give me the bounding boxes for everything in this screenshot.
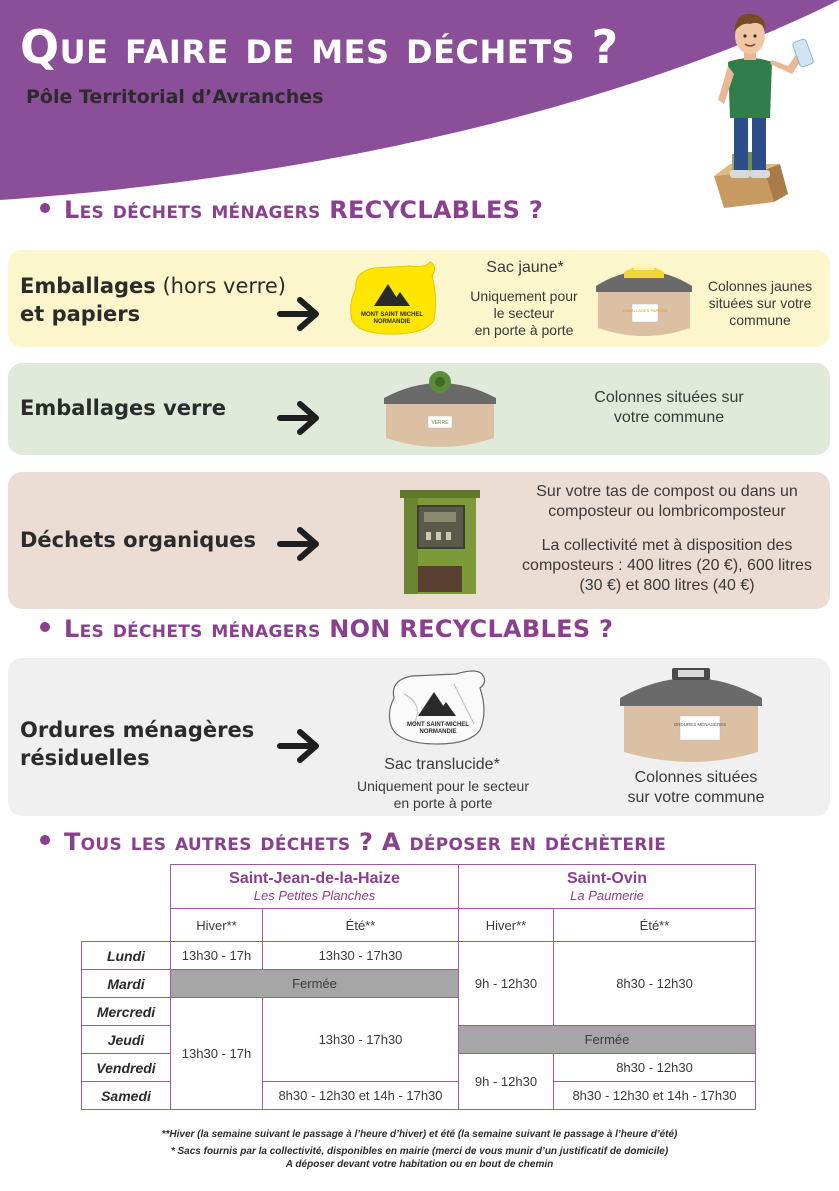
season-ete: Été** <box>263 909 459 942</box>
bag-title-yellow: Sac jaune* <box>486 259 564 276</box>
hours-cell: 8h30 - 12h30 et 14h - 17h30 <box>554 1082 756 1110</box>
arrow-right-icon <box>276 726 324 766</box>
section-heading-recyclables: Les déchets ménagers RECYCLABLES ? <box>40 196 543 224</box>
translucent-bag-icon <box>384 664 492 748</box>
arrow-right-icon <box>276 294 324 334</box>
season-ete: Été** <box>554 909 756 942</box>
day-mardi: Mardi <box>82 970 171 998</box>
hours-cell: 8h30 - 12h30 et 14h - 17h30 <box>263 1082 459 1110</box>
glass-column-bin-icon <box>380 368 500 452</box>
page-subtitle: Pôle Territorial d’Avranches <box>26 86 324 108</box>
label-ordures: Ordures ménagères résiduelles <box>20 718 255 770</box>
closed-cell: Fermée <box>171 970 459 998</box>
verre-desc: Colonnes situées sur votre commune <box>594 389 744 426</box>
footnote-bags: * Sacs fournis par la collectivité, disponibles en mairie (merci de vous munir d’un justificatif de domicile) <box>170 1146 669 1157</box>
hours-cell: 13h30 - 17h <box>171 998 263 1110</box>
day-jeudi: Jeudi <box>82 1026 171 1054</box>
bin-tag-text: EMBALLAGES PAPIERS <box>622 308 668 313</box>
footnote-seasons: **Hiver (la semaine suivant le passage à l’heure d’hiver) et été (la semaine suivant le passage à l’heure d’été) <box>161 1129 678 1140</box>
bag-title-translucent: Sac translucide* <box>384 756 500 773</box>
table-corner <box>82 909 171 942</box>
hours-cell: 9h - 12h30 <box>459 1054 554 1110</box>
site-location: Les Petites Planches <box>253 888 376 903</box>
season-hiver: Hiver** <box>171 909 263 942</box>
hours-cell: 13h30 - 17h30 <box>263 942 459 970</box>
hours-cell: 13h30 - 17h <box>171 942 263 970</box>
composter-icon <box>398 488 482 596</box>
section-heading-decheterie: Tous les autres déchets ? A déposer en déchèterie <box>40 828 666 856</box>
day-mercredi: Mercredi <box>82 998 171 1026</box>
yellow-bag-icon <box>346 258 440 338</box>
organiques-text: composteurs : 400 litres (20 €), 600 litres <box>522 557 812 574</box>
label-verre: Emballages verre <box>20 396 226 420</box>
bag-logo-text: NORMANDIE <box>373 319 411 325</box>
day-lundi: Lundi <box>82 942 171 970</box>
closed-cell: Fermée <box>459 1026 756 1054</box>
bullet-icon <box>40 203 50 213</box>
footnote-deposit: A déposer devant votre habitation ou en bout de chemin <box>285 1159 554 1170</box>
organiques-text: (30 €) et 800 litres (40 €) <box>579 577 755 594</box>
bullet-icon <box>40 622 50 632</box>
bin-desc-yellow: Colonnes jaunes situées sur votre commune <box>707 278 813 328</box>
bag-logo-text: MONT SAINT-MICHEL <box>407 722 469 728</box>
bag-desc-yellow: Uniquement pour le secteur en porte à porte <box>470 288 578 338</box>
site-header-saint-ovin <box>459 865 756 909</box>
hours-cell: 8h30 - 12h30 <box>554 1054 756 1082</box>
day-vendredi: Vendredi <box>82 1054 171 1082</box>
hours-cell: 9h - 12h30 <box>459 942 554 1026</box>
arrow-right-icon <box>276 524 324 564</box>
page-title: Que faire de mes déchets ? <box>20 20 619 74</box>
organiques-text: La collectivité met à disposition des <box>541 537 793 554</box>
section-heading-non-recyclables: Les déchets ménagers NON RECYCLABLES ? <box>40 615 613 643</box>
label-emballages: Emballages (hors verre) et papiers <box>20 274 286 326</box>
site-location: La Paumerie <box>570 888 644 903</box>
yellow-column-bin-icon <box>588 258 700 342</box>
day-samedi: Samedi <box>82 1082 171 1110</box>
label-organiques: Déchets organiques <box>20 528 257 552</box>
bag-desc-translucent: Uniquement pour le secteur en porte à porte <box>357 778 529 811</box>
hours-cell: 13h30 - 17h30 <box>263 998 459 1082</box>
organiques-text: Sur votre tas de compost ou dans un <box>536 483 798 500</box>
bag-logo-text: NORMANDIE <box>419 729 457 735</box>
season-hiver: Hiver** <box>459 909 554 942</box>
residual-column-bin-icon <box>616 662 766 766</box>
arrow-right-icon <box>276 398 324 438</box>
bin-tag-text: ORDURES MÉNAGÈRES <box>673 722 727 727</box>
site-name: Saint-Ovin <box>566 870 647 887</box>
table-corner <box>82 865 171 909</box>
site-header-saint-jean <box>171 865 459 909</box>
ordures-bin-desc: Colonnes situées sur votre commune <box>627 769 765 806</box>
bullet-icon <box>40 835 50 845</box>
hours-cell: 8h30 - 12h30 <box>554 942 756 1026</box>
organiques-text: composteur ou lombricomposteur <box>548 503 786 520</box>
person-illustration <box>700 4 830 209</box>
organiques-desc <box>518 482 816 596</box>
opening-hours-table <box>81 864 756 1110</box>
bag-logo-text: MONT SAINT MICHEL <box>361 312 423 318</box>
bin-tag-text: VERRE <box>431 420 449 426</box>
site-name: Saint-Jean-de-la-Haize <box>229 870 400 887</box>
